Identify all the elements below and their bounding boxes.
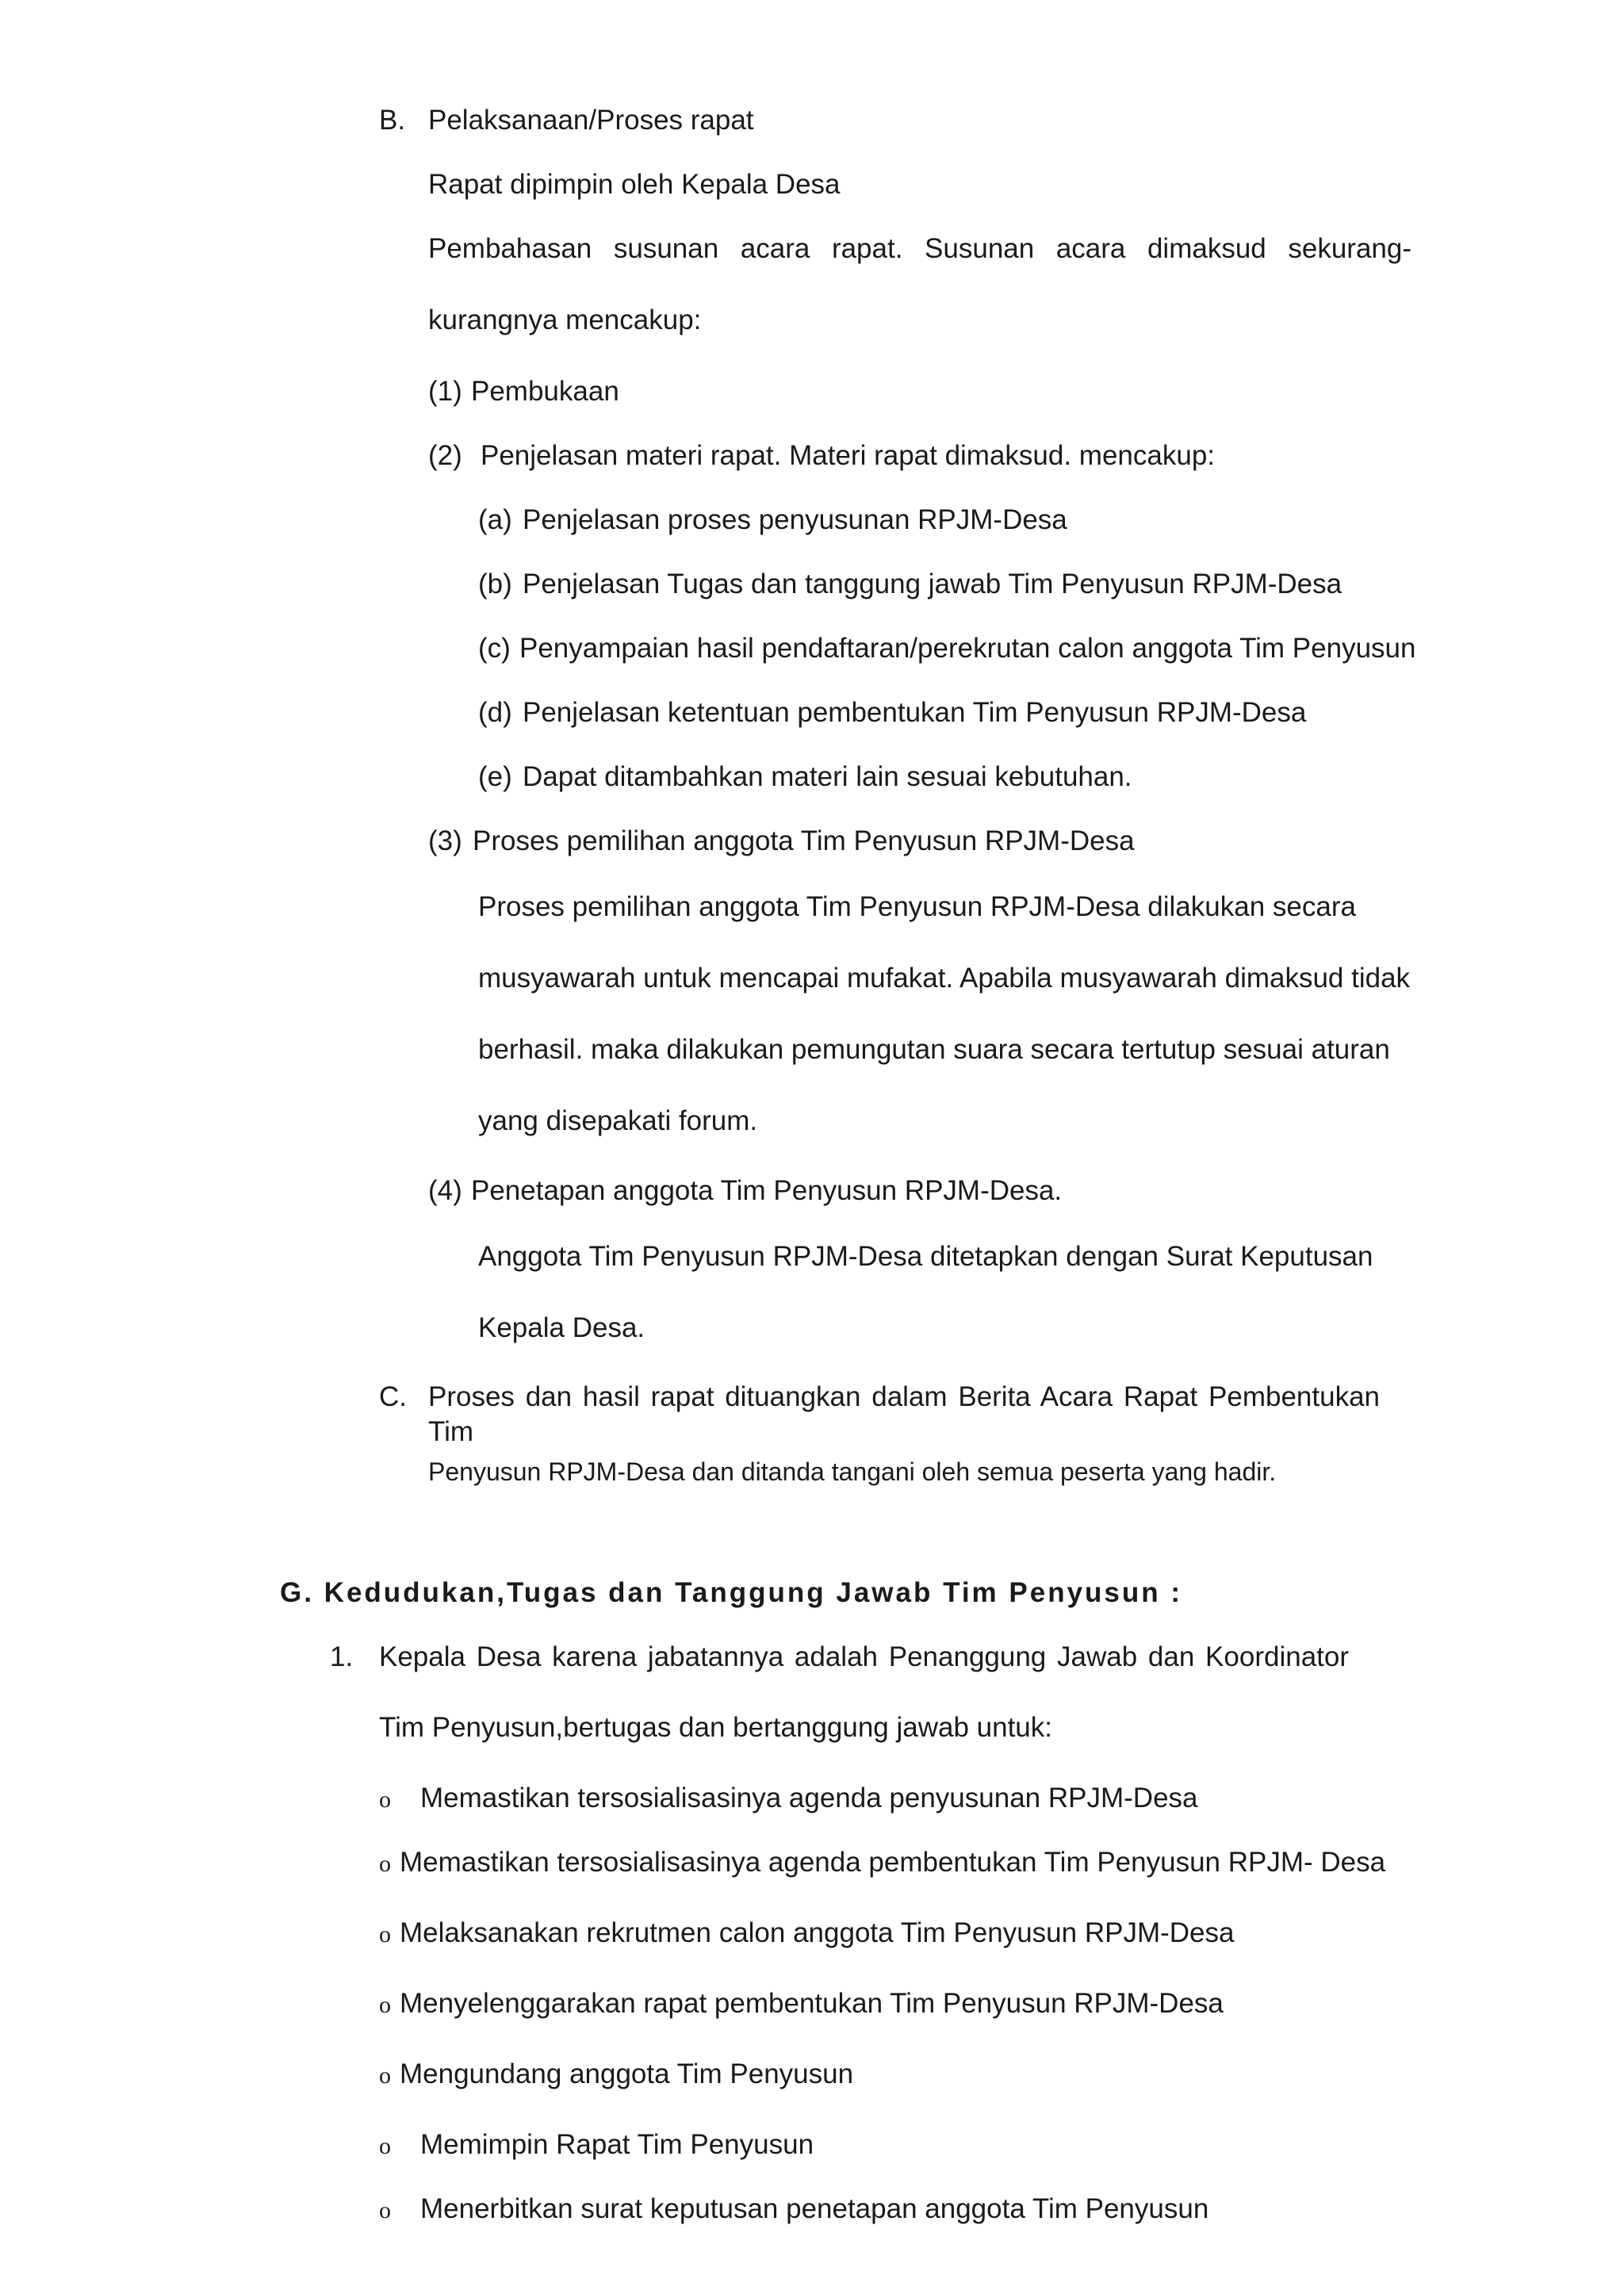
list-item-number: (4) [428, 1175, 462, 1206]
section-g-item1-line2: Tim Penyusun,bertugas dan bertanggung jawab untuk: [379, 1712, 1052, 1743]
list-item [379, 1986, 1224, 2023]
paragraph-line: yang disepakati forum. [478, 1105, 758, 1136]
bullet-text: Memimpin Rapat Tim Penyusun [420, 2129, 814, 2160]
bullet-text: Melaksanakan rekrutmen calon anggota Tim Penyusun RPJM-Desa [400, 1917, 1235, 1948]
list-item-text: Proses pemilihan anggota Tim Penyusun RPJM-Desa [473, 825, 1135, 856]
section-c-line1: Proses dan hasil rapat dituangkan dalam Berita Acara Rapat Pembentukan Tim [428, 1381, 1380, 1447]
list-item [379, 2192, 1208, 2228]
paragraph-line: musyawarah untuk mencapai mufakat. Apabila musyawarah dimaksud tidak [478, 963, 1411, 994]
sub-item-text: Penjelasan proses penyusunan RPJM-Desa [523, 504, 1067, 535]
list-item [379, 2057, 853, 2093]
bullet-text: Mengundang anggota Tim Penyusun [400, 2058, 854, 2089]
bullet-text: Memastikan tersosialisasinya agenda penyusunan RPJM-Desa [420, 1783, 1198, 1813]
list-item-number: (1) [428, 376, 462, 407]
paragraph-line: Kepala Desa. [478, 1312, 645, 1343]
list-item [379, 2127, 814, 2164]
sub-item-number: (e) [478, 761, 512, 792]
list-item-text: Penjelasan materi rapat. Materi rapat dimaksud. mencakup: [481, 440, 1216, 471]
section-b-marker: B. [379, 105, 406, 136]
section-b-title: Pelaksanaan/Proses rapat [428, 105, 754, 136]
bullet-text: Menyelenggarakan rapat pembentukan Tim Penyusun RPJM-Desa [400, 1988, 1224, 2019]
bullet-text: Menerbitkan surat keputusan penetapan anggota Tim Penyusun [420, 2193, 1209, 2224]
bullet-marker: o [379, 1992, 391, 2018]
bullet-marker: o [379, 2133, 391, 2159]
sub-item-number: (c) [478, 633, 511, 664]
list-item-number: (3) [428, 825, 462, 856]
bullet-marker: o [379, 1787, 391, 1813]
section-b-agenda-line1: Pembahasan susunan acara rapat. Susunan acara dimaksud sekurang- [428, 233, 1411, 264]
list-item [379, 1845, 1385, 1882]
list-item [379, 1916, 1234, 1952]
section-b-led-by: Rapat dipimpin oleh Kepala Desa [428, 169, 841, 200]
bullet-marker: o [379, 2197, 391, 2223]
sub-item-number: (a) [478, 504, 512, 535]
list-item-text: Pembukaan [471, 376, 619, 407]
list-item [379, 1781, 1198, 1817]
paragraph-line: berhasil. maka dilakukan pemungutan suara secara tertutup sesuai aturan [478, 1034, 1390, 1065]
list-item-number: (2) [428, 440, 462, 471]
sub-item-text: Penjelasan ketentuan pembentukan Tim Penyusun RPJM-Desa [523, 697, 1307, 728]
sub-item-text: Dapat ditambahkan materi lain sesuai kebutuhan. [523, 761, 1132, 792]
bullet-text: Memastikan tersosialisasinya agenda pembentukan Tim Penyusun RPJM- Desa [400, 1847, 1386, 1878]
list-item-text: Penetapan anggota Tim Penyusun RPJM-Desa. [471, 1175, 1063, 1206]
section-g-heading: G. Kedudukan,Tugas dan Tanggung Jawab Tim Penyusun : [280, 1577, 1183, 1608]
paragraph-line: Proses pemilihan anggota Tim Penyusun RPJM-Desa dilakukan secara [478, 891, 1356, 922]
section-b-agenda-line2: kurangnya mencakup: [428, 304, 702, 335]
bullet-marker: o [379, 1921, 391, 1947]
paragraph-line: Anggota Tim Penyusun RPJM-Desa ditetapkan dengan Surat Keputusan [478, 1241, 1373, 1272]
sub-item-text: Penyampaian hasil pendaftaran/perekrutan calon anggota Tim Penyusun [519, 633, 1416, 664]
section-c-marker: C. [379, 1381, 407, 1412]
section-g-item1-number: 1. [330, 1641, 354, 1672]
section-g-item1-line1: Kepala Desa karena jabatannya adalah Penanggung Jawab dan Koordinator [379, 1641, 1349, 1672]
section-c-line2: Penyusun RPJM-Desa dan ditanda tangani oleh semua peserta yang hadir. [428, 1457, 1277, 1486]
bullet-marker: o [379, 1851, 391, 1877]
bullet-marker: o [379, 2062, 391, 2089]
sub-item-number: (b) [478, 569, 512, 599]
sub-item-number: (d) [478, 697, 512, 728]
sub-item-text: Penjelasan Tugas dan tanggung jawab Tim Penyusun RPJM-Desa [523, 569, 1342, 599]
